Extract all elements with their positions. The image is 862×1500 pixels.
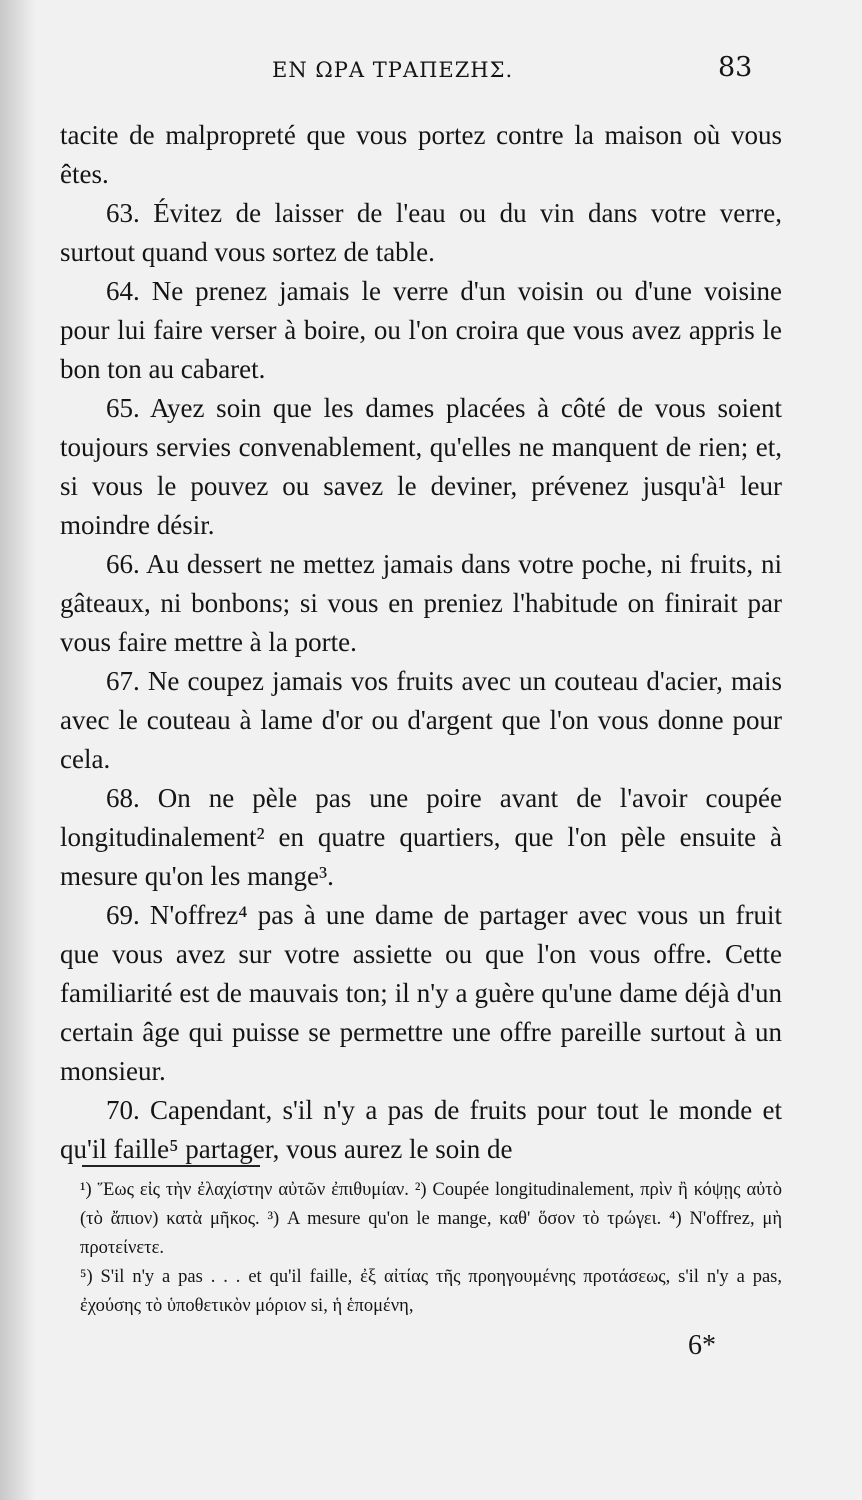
paragraph-64: 64. Ne prenez jamais le verre d'un voisin ou d'une voisine pour lui faire verser à boire, ou l'on croira que vous avez appris le bon ton au cabaret.: [60, 276, 782, 384]
paragraph-63: 63. Évitez de laisser de l'eau ou du vin dans votre verre, surtout quand vous sortez de table.: [60, 198, 782, 267]
paragraph-continuation: tacite de malpropreté que vous portez contre la maison où vous êtes.: [60, 120, 782, 189]
page-gutter-shadow: [0, 0, 36, 1500]
footnotes: [80, 1176, 782, 1321]
footnote-block: ¹) Ἕως εἰς τὴν ἐλαχίστην αὐτῶν ἐπιθυμίαν. ²) Coupée longitudinalement, πρὶν ἢ κόψῃς αὐτὸ (τὸ ἄπιον) κατὰ μῆκος. ³) A mesure qu'on le mange, καθ' ὅσον τὸ τρώγει. ⁴) N'offrez, μὴ προτείνετε.: [80, 1180, 782, 1258]
paragraph-66: 66. Au dessert ne mettez jamais dans votre poche, ni fruits, ni gâteaux, ni bonbons; si vous en preniez l'habitude on finirait par vous faire mettre à la porte.: [60, 549, 782, 657]
footnote-block: ⁵) S'il n'y a pas . . . et qu'il faille, ἐξ αἰτίας τῆς προηγουμένης προτάσεως, s'il n'y a pas, ἐχούσης τὸ ὑποθετικὸν μόριον si, ἡ ἑπομένη,: [80, 1267, 782, 1316]
paragraph-67: 67. Ne coupez jamais vos fruits avec un couteau d'acier, mais avec le couteau à lame d'or ou d'argent que l'on vous donne pour cela.: [60, 666, 782, 774]
footnote-divider: [82, 1165, 260, 1167]
page-number: 83: [718, 52, 753, 83]
body-text: [60, 116, 782, 1169]
signature-mark: 6*: [688, 1330, 716, 1361]
paragraph-70: 70. Capendant, s'il n'y a pas de fruits pour tout le monde et qu'il faille⁵ partager, vous aurez le soin de: [60, 1095, 782, 1164]
running-head: ΕΝ ΩΡΑ ΤΡΑΠΕΖΗΣ.: [272, 58, 514, 82]
paragraph-69: 69. N'offrez⁴ pas à une dame de partager avec vous un fruit que vous avez sur votre assiette ou que l'on vous offre. Cette familiarité est de mauvais ton; il n'y a guère qu'une dame déjà d'un certain âge qui puisse se permettre une offre pareille surtout à un monsieur.: [60, 900, 782, 1086]
paragraph-65: 65. Ayez soin que les dames placées à côté de vous soient toujours servies convenablement, qu'elles ne manquent de rien; et, si vous le pouvez ou savez le deviner, prévenez jusqu'à¹ leur moindre désir.: [60, 393, 782, 540]
paragraph-68: 68. On ne pèle pas une poire avant de l'avoir coupée longitudinalement² en quatre quartiers, que l'on pèle ensuite à mesure qu'on les mange³.: [60, 783, 782, 891]
